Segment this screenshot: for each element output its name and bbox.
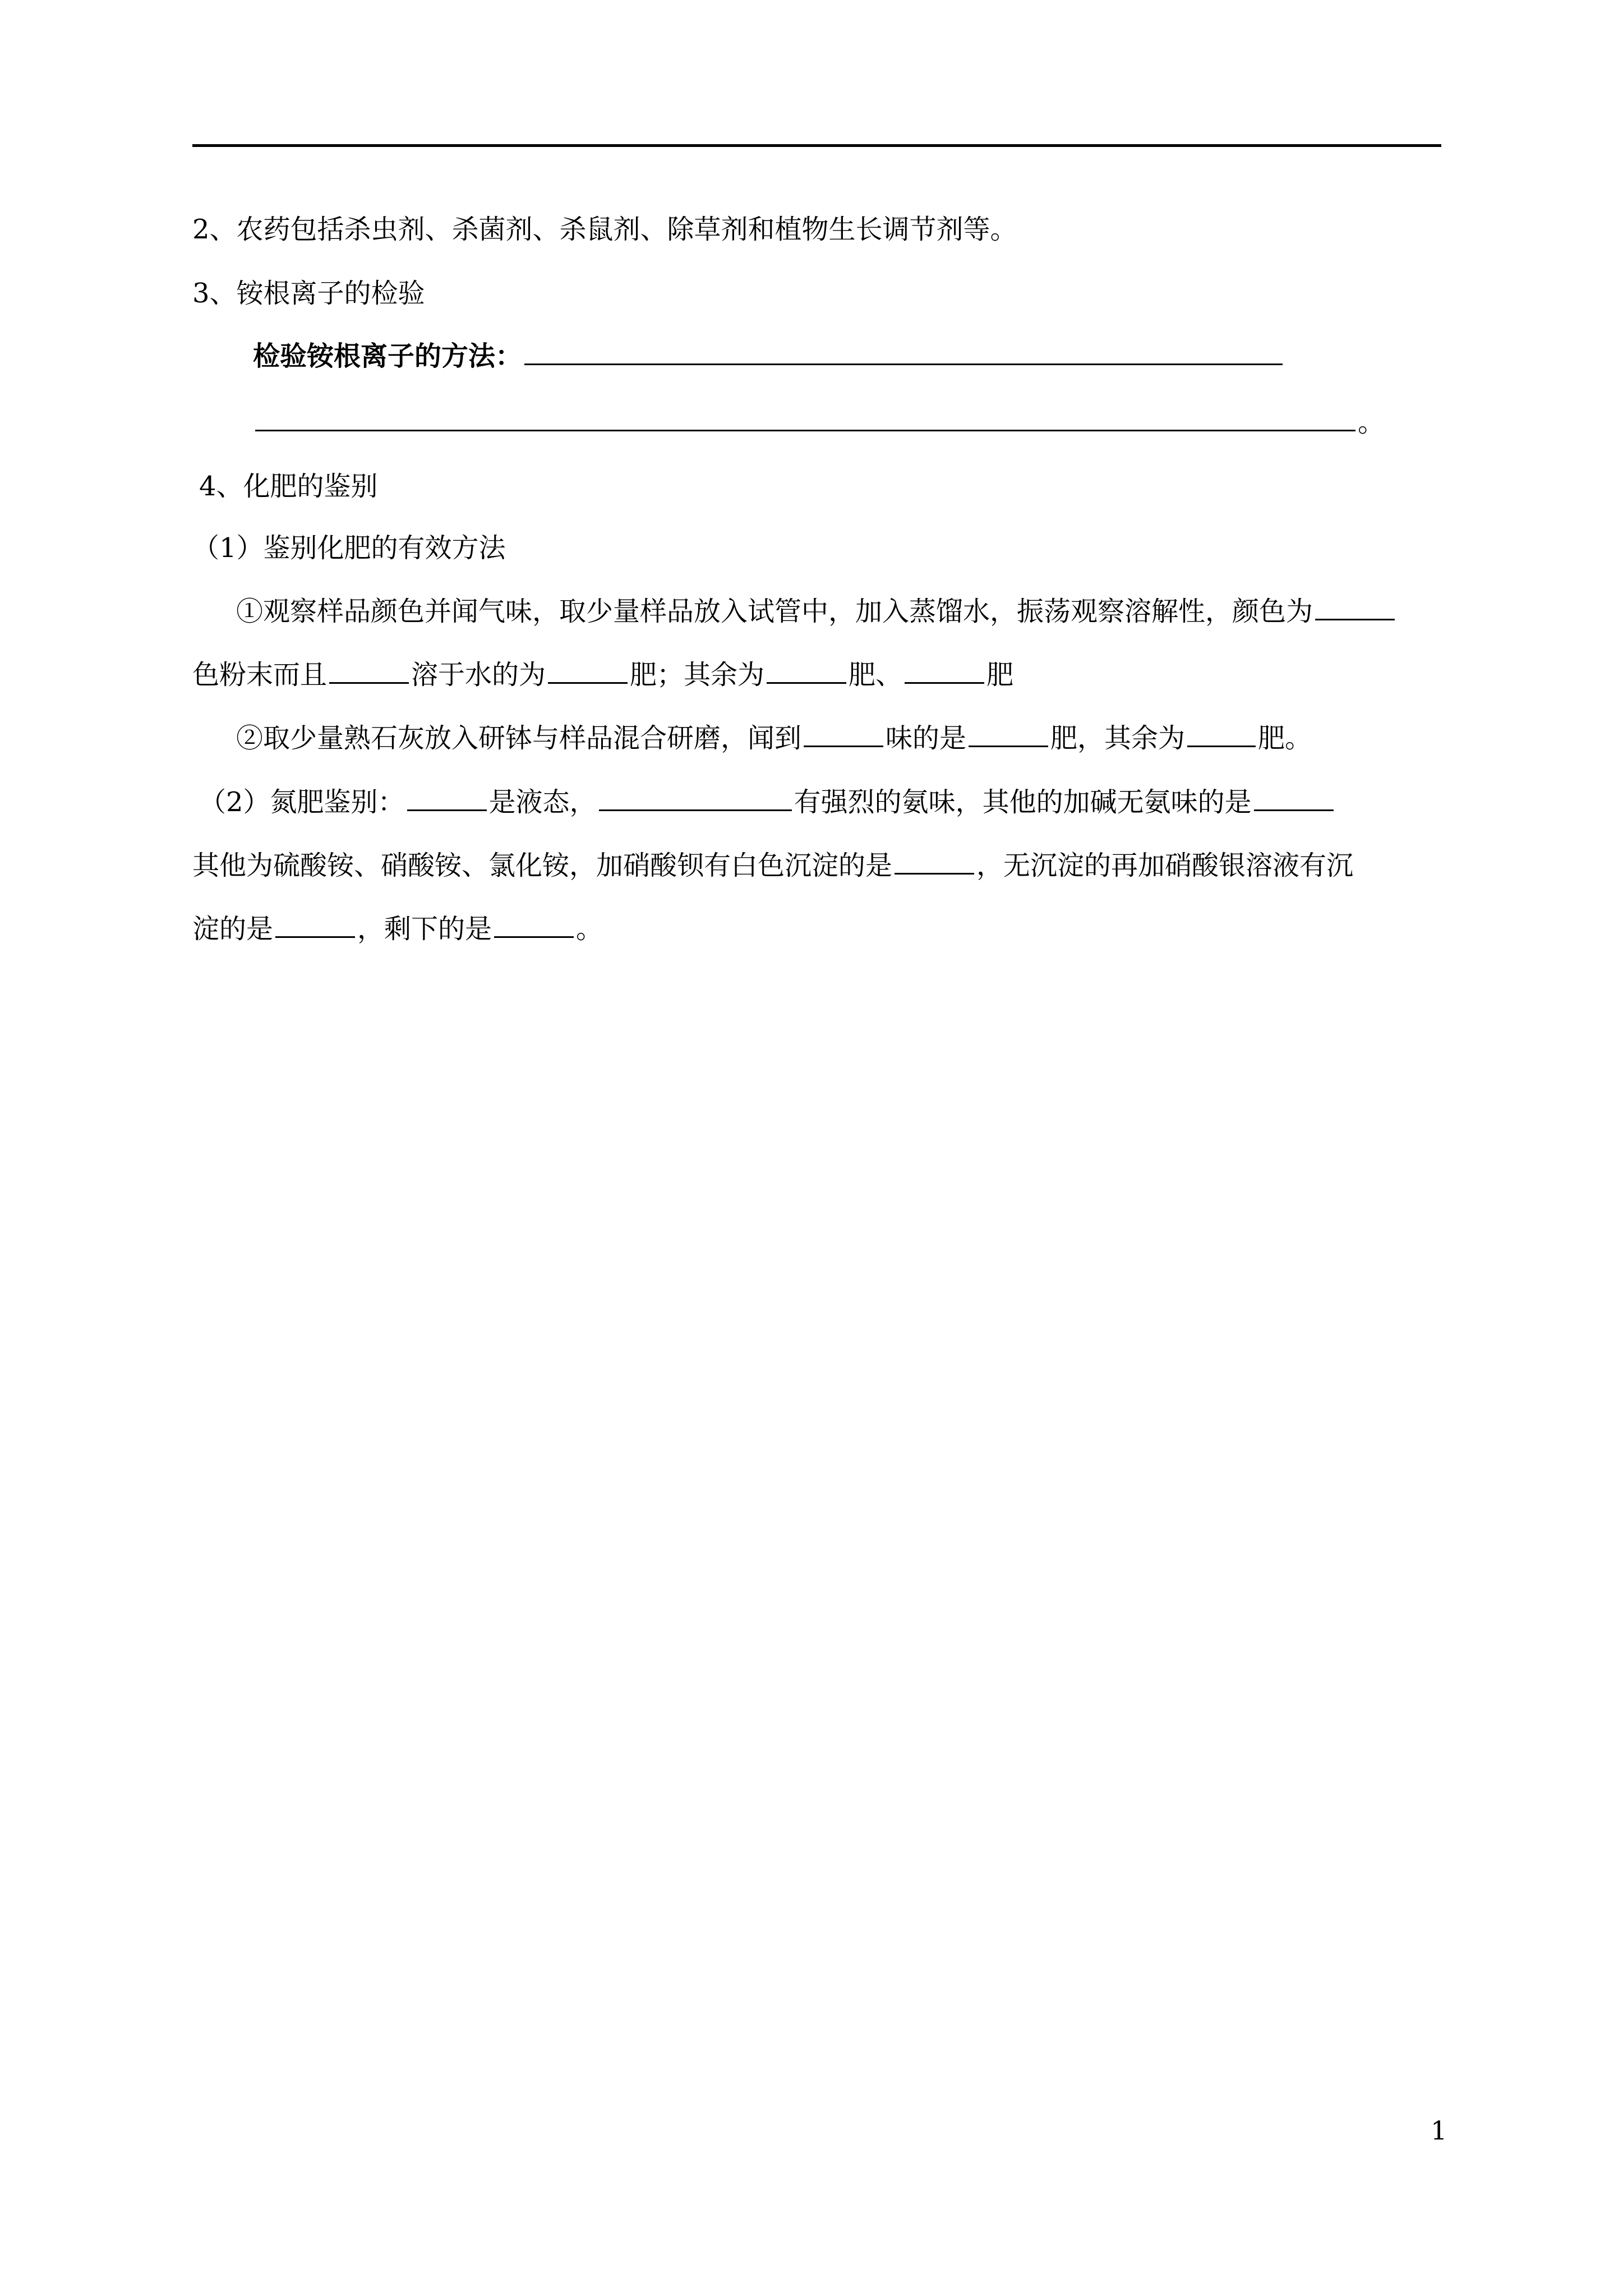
ammonium-test-continuation-line <box>253 404 1385 440</box>
soluble-text: 溶于水的为 <box>411 659 546 691</box>
remaining-fertilizer-blank[interactable] <box>1187 722 1256 747</box>
item-3-label: 3、铵根离子的检验 <box>192 278 425 309</box>
remaining-text: 肥，其余为 <box>1050 723 1186 754</box>
fertilizer-type-blank-1[interactable] <box>548 659 628 684</box>
nitrogen-identification-label: （2）氮肥鉴别： <box>199 786 405 818</box>
item-4-label: 4、化肥的鉴别 <box>199 471 378 502</box>
no-ammonia-blank[interactable] <box>1254 786 1334 811</box>
silver-precipitate-blank[interactable] <box>275 913 355 938</box>
subitem-1-heading <box>192 530 506 566</box>
remaining-salt-text: ，剩下的是 <box>357 913 492 945</box>
ammonium-test-blank-1[interactable] <box>524 340 1283 365</box>
liquid-text: 是液态， <box>488 786 597 818</box>
ammonia-smell-blank[interactable] <box>599 786 792 811</box>
powder-text: 色粉末而且 <box>192 659 328 691</box>
line-end-period: 。 <box>1358 407 1385 438</box>
page-number: 1 <box>1431 2115 1447 2146</box>
color-blank[interactable] <box>1315 595 1395 620</box>
fertilizer-type-blank-3[interactable] <box>905 659 984 684</box>
fertilizer-type-blank-2[interactable] <box>767 659 846 684</box>
fertilizer-end: 肥 <box>986 659 1014 691</box>
ammonium-fertilizer-blank[interactable] <box>969 722 1048 747</box>
item-4-heading <box>199 468 378 504</box>
barium-nitrate-text: 其他为硫酸铵、硝酸铵、氯化铵，加硝酸钡有白色沉淀的是 <box>192 850 893 881</box>
method-1-text: ①观察样品颜色并闻气味，取少量样品放入试管中，加入蒸馏水，振荡观察溶解性，颜色为 <box>236 596 1313 627</box>
remaining-salt-blank[interactable] <box>494 913 574 938</box>
nitrogen-identification-line-2 <box>192 848 1353 884</box>
ammonium-test-method-line <box>253 338 1285 374</box>
method-2-end: 肥。 <box>1258 723 1312 754</box>
fertilizer-separator: 肥、 <box>849 659 903 691</box>
method-1-line-1 <box>236 593 1397 629</box>
smell-result-text: 味的是 <box>886 723 967 754</box>
method-2-line <box>236 720 1312 756</box>
item-2-text <box>192 211 1017 247</box>
nitrogen-identification-line-1 <box>199 784 1336 820</box>
method-2-text: ②取少量熟石灰放入研钵与样品混合研磨，闻到 <box>236 723 802 754</box>
header-rule <box>192 144 1441 147</box>
item-3-heading <box>192 275 425 311</box>
precipitate-text: 淀的是 <box>192 913 274 945</box>
subitem-1-label: （1）鉴别化肥的有效方法 <box>192 532 506 564</box>
item-2-label: 2、农药包括杀虫剂、杀菌剂、杀鼠剂、除草剂和植物生长调节剂等。 <box>192 214 1017 245</box>
silver-nitrate-text: ，无沉淀的再加硝酸银溶液有沉 <box>976 850 1354 881</box>
ammonia-smell-text: 有强烈的氨味，其他的加碱无氨味的是 <box>794 786 1252 818</box>
ammonium-test-blank-2[interactable] <box>255 406 1355 431</box>
smell-blank[interactable] <box>804 722 883 747</box>
barium-precipitate-blank[interactable] <box>895 849 974 875</box>
rest-text: 肥；其余为 <box>630 659 765 691</box>
solubility-blank[interactable] <box>329 659 409 684</box>
nitrogen-identification-line-3 <box>192 911 603 947</box>
method-1-line-2 <box>192 657 1013 693</box>
liquid-fertilizer-blank[interactable] <box>407 786 487 811</box>
ammonium-test-method-label: 检验铵根离子的方法： <box>253 341 523 372</box>
final-period: 。 <box>576 913 603 945</box>
